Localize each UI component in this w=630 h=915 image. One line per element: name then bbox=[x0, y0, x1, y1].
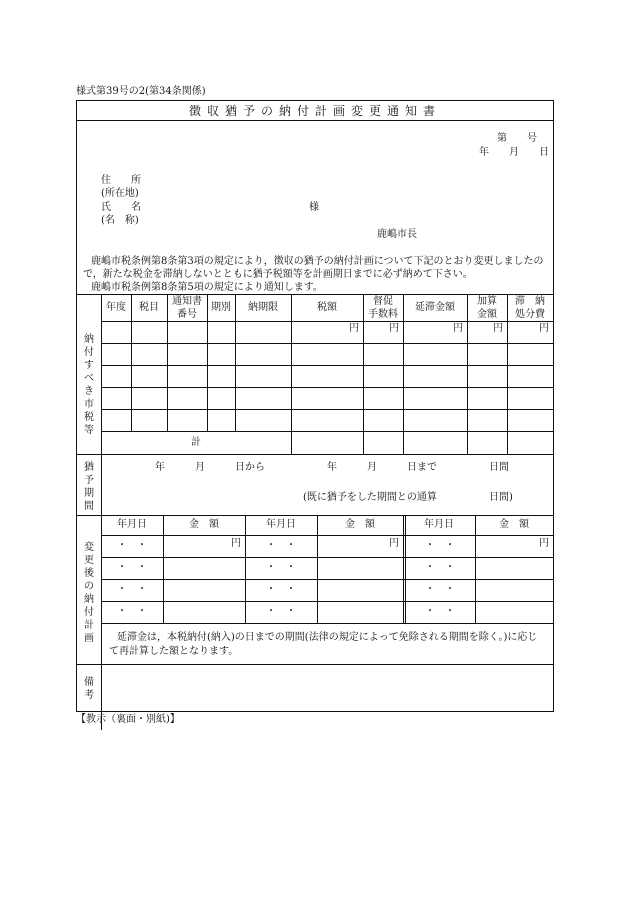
notice-text-line-3: 鹿嶋市税条例第8条第5項の規定により通知します。 bbox=[91, 282, 323, 293]
plan-date-cell: ・ ・ bbox=[425, 584, 455, 595]
plan-date-cell: ・ ・ bbox=[425, 606, 455, 617]
section3-label: 変更後の納付計画 bbox=[84, 542, 94, 644]
plan-col-line bbox=[475, 515, 476, 623]
notice-text-line-1: 鹿嶋市税条例第8条第3項の規定により，徴収の猶予の納付計画について下記のとおり変更しましたの bbox=[91, 256, 544, 267]
plan-date-header: 年月日 bbox=[117, 519, 147, 530]
plan-yen: 円 bbox=[389, 538, 399, 549]
plan-date-cell: ・ ・ bbox=[117, 540, 147, 551]
grace-to: 年 月 日まで bbox=[327, 462, 437, 473]
name-label: 氏 名 bbox=[101, 202, 141, 213]
tax-row-line bbox=[101, 365, 553, 366]
section2-top-border bbox=[77, 454, 553, 455]
plan-amount-header: 金 額 bbox=[499, 519, 529, 530]
col-disposal-header-2: 処分費 bbox=[515, 309, 545, 320]
col-delay-header: 延滞金額 bbox=[415, 302, 455, 313]
section2-label: 猶予期間 bbox=[84, 462, 94, 512]
tax-row-line bbox=[101, 409, 553, 410]
address-sub-label: (所在地) bbox=[101, 188, 139, 199]
col-reminder-header-2: 手数料 bbox=[368, 309, 398, 320]
tax-col-line bbox=[235, 294, 236, 431]
plan-date-cell: ・ ・ bbox=[117, 584, 147, 595]
number-label: 第 号 bbox=[497, 133, 537, 144]
section1-label: 納付すべき市税等 bbox=[84, 334, 94, 436]
tax-col-line bbox=[167, 294, 168, 431]
plan-yen: 円 bbox=[231, 538, 241, 549]
plan-date-cell: ・ ・ bbox=[117, 606, 147, 617]
section4-top-border bbox=[77, 664, 553, 665]
plan-yen: 円 bbox=[539, 538, 549, 549]
tax-row-line bbox=[101, 343, 553, 344]
tax-col-line bbox=[207, 294, 208, 431]
plan-date-cell: ・ ・ bbox=[266, 606, 296, 617]
form-label: 様式第39号の2(第34条関係) bbox=[76, 86, 206, 97]
plan-note-line-2: て再計算した額となります。 bbox=[109, 646, 239, 657]
plan-header-bottom bbox=[101, 535, 553, 536]
yen-reminder: 円 bbox=[389, 323, 399, 334]
notice-form bbox=[76, 100, 554, 712]
col-additional-header-2: 金額 bbox=[477, 309, 497, 320]
col-reminder-header-1: 督促 bbox=[373, 296, 393, 307]
form-title: 徴収猶予の納付計画変更通知書 bbox=[188, 104, 441, 118]
col-notice-no-header-2: 番号 bbox=[177, 309, 197, 320]
plan-row-line bbox=[101, 601, 553, 602]
name-sub-label: (名 称) bbox=[101, 215, 139, 226]
plan-date-cell: ・ ・ bbox=[117, 562, 147, 573]
plan-date-cell: ・ ・ bbox=[266, 540, 296, 551]
col-notice-no-header-1: 通知書 bbox=[172, 296, 202, 307]
section4-label: 備考 bbox=[84, 677, 94, 701]
plan-row-bottom bbox=[101, 623, 553, 624]
plan-amount-header: 金 額 bbox=[345, 519, 375, 530]
plan-date-header: 年月日 bbox=[424, 519, 454, 530]
col-additional-header-1: 加算 bbox=[477, 296, 497, 307]
total-label: 計 bbox=[191, 437, 201, 448]
plan-date-cell: ・ ・ bbox=[425, 562, 455, 573]
tax-col-line bbox=[403, 294, 404, 454]
plan-amount-header: 金 額 bbox=[189, 519, 219, 530]
grace-cumulative: (既に猶予をした期間との通算 bbox=[303, 492, 437, 503]
yen-delay: 円 bbox=[453, 323, 463, 334]
plan-date-cell: ・ ・ bbox=[266, 562, 296, 573]
tax-row-line bbox=[101, 431, 553, 432]
plan-col-line bbox=[163, 515, 164, 623]
yen-disposal: 円 bbox=[539, 323, 549, 334]
plan-row-line bbox=[101, 579, 553, 580]
tax-col-line bbox=[507, 294, 508, 454]
grace-from: 年 月 日から bbox=[155, 462, 265, 473]
plan-date-header: 年月日 bbox=[266, 519, 296, 530]
col-disposal-header-1: 滞 納 bbox=[515, 296, 545, 307]
yen-additional: 円 bbox=[493, 323, 503, 334]
address-label: 住 所 bbox=[101, 175, 141, 186]
tax-col-line bbox=[131, 294, 132, 431]
title-divider bbox=[77, 120, 553, 121]
plan-date-cell: ・ ・ bbox=[266, 584, 296, 595]
section3-top-border bbox=[77, 515, 553, 516]
plan-date-cell: ・ ・ bbox=[425, 540, 455, 551]
col-period-header: 期別 bbox=[211, 302, 231, 313]
grace-cumulative-days: 日間) bbox=[489, 492, 513, 503]
sama-label: 様 bbox=[309, 202, 319, 213]
tax-col-line bbox=[467, 294, 468, 454]
col-tax-header: 税額 bbox=[317, 302, 337, 313]
col-item-header: 税目 bbox=[139, 302, 159, 313]
grace-days: 日間 bbox=[489, 462, 509, 473]
tax-header-bottom bbox=[101, 321, 553, 322]
date-label: 年 月 日 bbox=[479, 147, 549, 158]
tax-col-line bbox=[363, 294, 364, 454]
col-year-header: 年度 bbox=[106, 302, 126, 313]
notice-text-line-2: で，新たな税金を滞納しないとともに猶予税額等を計画期日までに必ず納めて下さい。 bbox=[83, 269, 473, 280]
plan-note-line-1: 延滞金は，本税納付(納入)の日までの期間(法律の規定によって免除される期間を除く。)に応じ bbox=[117, 632, 538, 643]
mayor-label: 鹿嶋市長 bbox=[377, 229, 417, 240]
tax-row-line bbox=[101, 387, 553, 388]
plan-col-line bbox=[403, 515, 404, 623]
plan-row-line bbox=[101, 557, 553, 558]
col-due-header: 納期限 bbox=[248, 302, 278, 313]
plan-col-line bbox=[317, 515, 318, 623]
section1-top-border bbox=[77, 294, 553, 295]
footer-note: 【教示（裏面・別紙)】 bbox=[76, 714, 180, 725]
tax-col-line bbox=[291, 294, 292, 454]
yen-tax: 円 bbox=[349, 323, 359, 334]
